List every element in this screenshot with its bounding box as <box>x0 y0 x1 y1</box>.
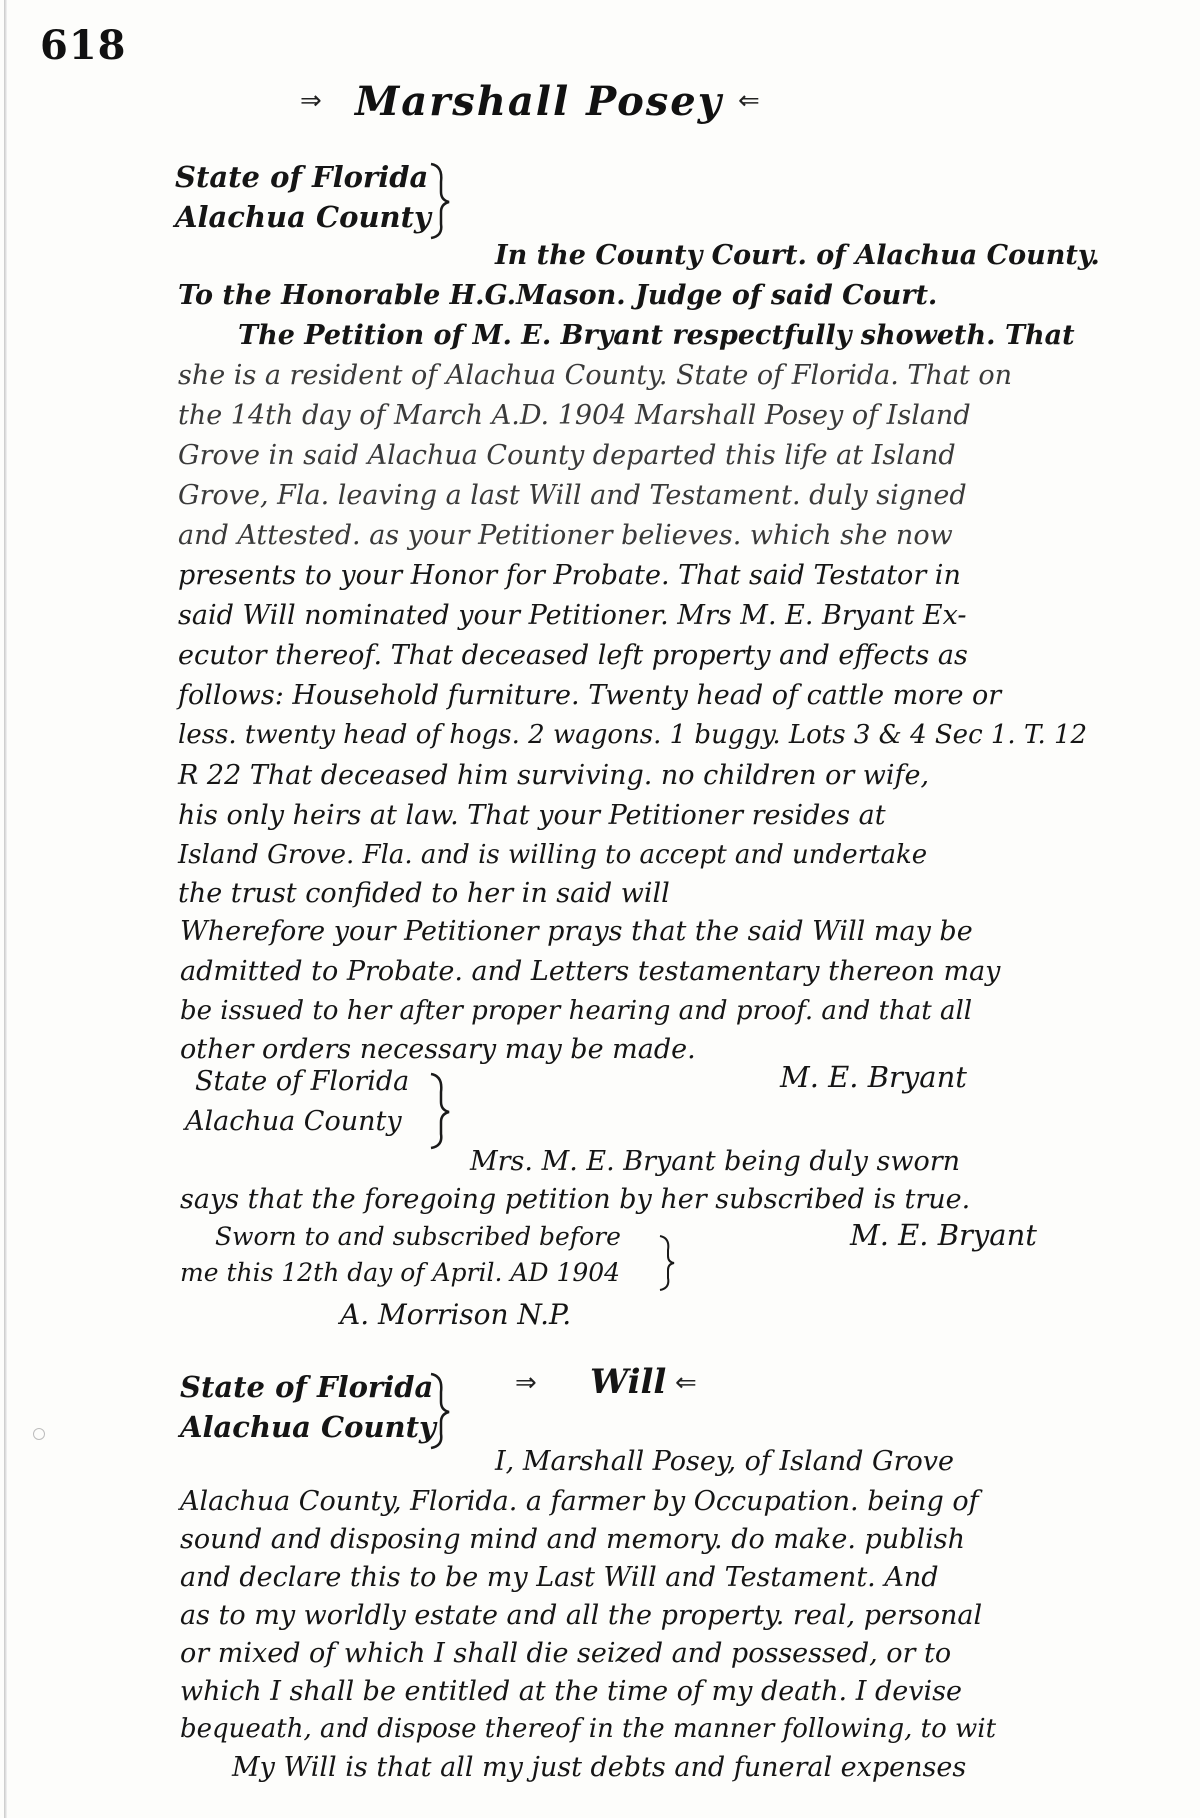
petition-line: she is a resident of Alachua County. State of Florida. That on <box>178 360 1013 391</box>
address-line: To the Honorable H.G.Mason. Judge of said Court. <box>178 280 938 311</box>
will-flourish-left: ⇒ <box>515 1368 537 1398</box>
binding-hole-mark <box>33 1428 45 1440</box>
will-line: as to my worldly estate and all the property. real, personal <box>180 1600 983 1631</box>
oath-signature: M. E. Bryant <box>850 1218 1037 1252</box>
document-title: Marshall Posey <box>355 78 723 125</box>
oath-venue-brace <box>425 1070 455 1150</box>
notary-signature: A. Morrison N.P. <box>340 1298 572 1331</box>
page-number: 618 <box>40 22 127 69</box>
oath-venue-state: State of Florida <box>195 1066 410 1097</box>
petition-line: other orders necessary may be made. <box>180 1034 696 1065</box>
petition-signature: M. E. Bryant <box>780 1060 967 1094</box>
oath-venue-county: Alachua County <box>185 1106 402 1137</box>
petition-line: his only heirs at law. That your Petitioner resides at <box>178 800 886 831</box>
petition-line: R 22 That deceased him surviving. no children or wife, <box>178 760 930 791</box>
sworn-line: me this 12th day of April. AD 1904 <box>180 1258 621 1287</box>
page-edge <box>4 0 7 1818</box>
will-line: bequeath, and dispose thereof in the manner following, to wit <box>180 1714 997 1744</box>
oath-line: Mrs. M. E. Bryant being duly sworn <box>470 1146 960 1177</box>
will-line: and declare this to be my Last Will and Testament. And <box>180 1562 939 1593</box>
will-line: or mixed of which I shall die seized and possessed, or to <box>180 1638 952 1669</box>
petition-line: The Petition of M. E. Bryant respectfully showeth. That <box>238 320 1075 351</box>
petition-line: Wherefore your Petitioner prays that the said Will may be <box>180 916 973 947</box>
title-flourish-left: ⇒ <box>300 86 322 116</box>
petition-venue-state: State of Florida <box>175 160 429 194</box>
petition-line: and Attested. as your Petitioner believes. which she now <box>178 520 953 551</box>
will-venue-county: Alachua County <box>180 1410 436 1444</box>
petition-line: Grove, Fla. leaving a last Will and Testament. duly signed <box>178 480 967 511</box>
petition-line: presents to your Honor for Probate. That said Testator in <box>178 560 961 591</box>
will-venue-brace <box>425 1370 455 1450</box>
petition-line: Island Grove. Fla. and is willing to accept and undertake <box>178 840 928 870</box>
petition-line: be issued to her after proper hearing and proof. and that all <box>180 996 973 1026</box>
sworn-line: Sworn to and subscribed before <box>215 1222 621 1251</box>
petition-line: follows: Household furniture. Twenty head of cattle more or <box>178 680 1002 711</box>
oath-line: says that the foregoing petition by her subscribed is true. <box>180 1184 971 1215</box>
will-line: sound and disposing mind and memory. do make. publish <box>180 1524 965 1555</box>
sworn-brace <box>656 1232 678 1292</box>
court-line: In the County Court. of Alachua County. <box>495 240 1100 271</box>
title-flourish-right: ⇐ <box>738 86 760 116</box>
petition-venue-county: Alachua County <box>175 200 431 234</box>
will-venue-state: State of Florida <box>180 1370 434 1404</box>
will-line: My Will is that all my just debts and funeral expenses <box>232 1752 967 1783</box>
will-line: I, Marshall Posey, of Island Grove <box>495 1446 954 1477</box>
petition-line: the 14th day of March A.D. 1904 Marshall Posey of Island <box>178 400 971 431</box>
petition-line: less. twenty head of hogs. 2 wagons. 1 buggy. Lots 3 & 4 Sec 1. T. 12 <box>178 720 1088 750</box>
will-heading: Will <box>590 1362 667 1402</box>
petition-line: ecutor thereof. That deceased left property and effects as <box>178 640 968 671</box>
petition-line: said Will nominated your Petitioner. Mrs M. E. Bryant Ex- <box>178 600 967 631</box>
will-line: Alachua County, Florida. a farmer by Occupation. being of <box>180 1486 979 1517</box>
petition-line: the trust confided to her in said will <box>178 878 670 909</box>
petition-line: admitted to Probate. and Letters testamentary thereon may <box>180 956 1001 987</box>
will-line: which I shall be entitled at the time of my death. I devise <box>180 1676 962 1707</box>
will-flourish-right: ⇐ <box>675 1368 697 1398</box>
petition-line: Grove in said Alachua County departed this life at Island <box>178 440 956 471</box>
petition-venue-brace <box>425 160 455 240</box>
